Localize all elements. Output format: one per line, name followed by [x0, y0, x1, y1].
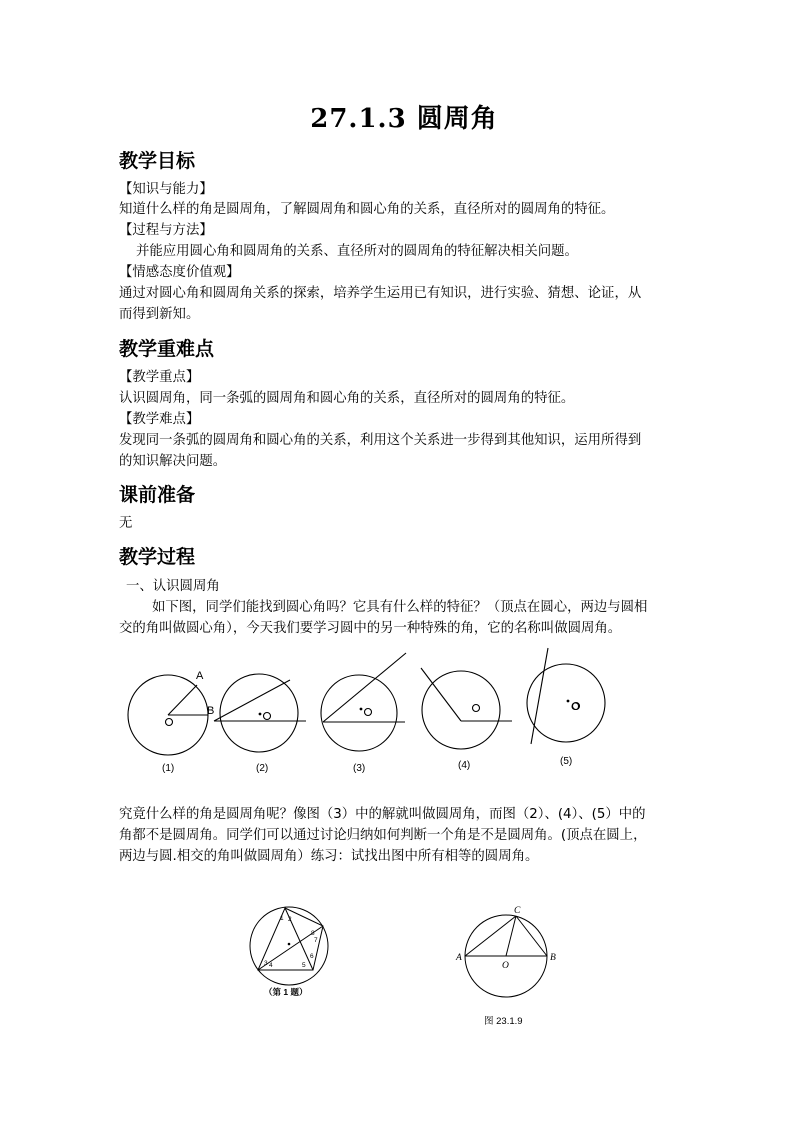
label-emotion: 【情感态度价值观】: [119, 265, 240, 280]
ex1-num-5: 5: [302, 962, 306, 969]
text-para1-line1: 如下图，同学们能找到圆心角吗？它具有什么样的特征？（顶点在圆心，两边与圆相: [152, 600, 648, 615]
ex2-radius-oc: [506, 916, 516, 956]
fig2-center-mark: [264, 713, 271, 720]
fig1-label-a: A: [196, 670, 204, 682]
caption-1: (1): [162, 763, 175, 774]
text-para2-line3: 两边与圆.相交的角叫做圆周角）练习：试找出图中所有相等的圆周角。: [119, 849, 539, 864]
caption-2: (2): [256, 763, 269, 774]
caption-4: (4): [458, 760, 471, 771]
fig3-center-dot: [360, 708, 363, 711]
heading-key-points: 教学重难点: [119, 338, 215, 360]
fig5-chord: [531, 648, 548, 744]
text-knowledge: 知道什么样的角是圆周角，了解圆周角和圆心角的关系，直径所对的圆周角的特征。: [119, 202, 615, 217]
text-para2-line2: 角都不是圆周角。同学们可以通过讨论归纳如何判断一个角是不是圆周角。(顶点在圆上，: [119, 828, 647, 843]
ex1-caption: （第 1 题）: [264, 987, 308, 997]
caption-5: (5): [560, 756, 573, 767]
ex1-num-4: 4: [269, 962, 273, 969]
fig1-radius-a: [168, 685, 197, 715]
text-difficulty-line1: 发现同一条弧的圆周角和圆心角的关系，利用这个关系进一步得到其他知识，运用所得到: [119, 433, 642, 448]
ex2-label-a: A: [456, 953, 462, 963]
heading-goals: 教学目标: [119, 150, 196, 172]
ex1-num-1: 1: [280, 915, 284, 922]
ex2-label-o: O: [502, 961, 509, 971]
label-knowledge: 【知识与能力】: [119, 182, 213, 197]
ex1-num-3: 3: [264, 960, 268, 967]
fig2-line1: [214, 680, 290, 721]
fig3-circle: [321, 675, 397, 751]
ex2-chord-ac: [465, 916, 516, 956]
fig1-label-b: B: [207, 705, 215, 717]
text-prep: 无: [119, 516, 133, 531]
text-para1-line2: 交的角叫做圆心角），今天我们要学习圆中的另一种特殊的角，它的名称叫做圆周角。: [119, 621, 622, 636]
label-focus: 【教学重点】: [119, 370, 200, 385]
fig2-circle: [220, 674, 298, 752]
ex2-label-c: C: [514, 906, 521, 916]
label-process: 【过程与方法】: [119, 223, 213, 238]
text-process: 并能应用圆心角和圆周角的关系、直径所对的圆周角的特征解决相关问题。: [136, 244, 578, 259]
ex1-num-2: 2: [288, 916, 292, 923]
fig4-center-dot: [567, 700, 570, 703]
text-focus: 认识圆周角，同一条弧的圆周角和圆心角的关系，直径所对的圆周角的特征。: [119, 391, 575, 406]
heading-process: 教学过程: [119, 546, 196, 568]
label-difficulty: 【教学难点】: [119, 412, 200, 427]
heading-prep: 课前准备: [119, 484, 196, 506]
fig3-center-mark: [365, 709, 372, 716]
text-para2-line1: 究竟什么样的角是圆周角呢？像图（3）中的解就叫做圆周角，而图（2）、(4）、(5）中的: [119, 807, 646, 822]
text-emotion-line2: 而得到新知。: [119, 307, 200, 322]
exercise-figures: [0, 895, 794, 1035]
figures-row: [0, 640, 794, 780]
text-difficulty-line2: 的知识解决问题。: [119, 454, 227, 469]
ex1-num-7: 7: [314, 937, 318, 944]
fig4-circle: [422, 671, 500, 749]
fig2-center-dot: [259, 713, 262, 716]
ex2-caption: 图 23.1.9: [484, 1016, 523, 1027]
ex1-num-6: 6: [310, 953, 314, 960]
text-step1: 一、认识圆周角: [126, 579, 220, 594]
ex2-label-b: B: [550, 953, 556, 963]
fig5-label-o: O: [571, 701, 580, 713]
page-title: 27.1.3 圆周角: [310, 104, 498, 134]
ex1-num-8: 8: [311, 930, 315, 937]
fig4-center-mark: [473, 705, 480, 712]
fig1-center-mark: [166, 719, 173, 726]
text-emotion-line1: 通过对圆心角和圆周角关系的探索，培养学生运用已有知识，进行实验、猜想、论证，从: [119, 286, 642, 301]
ex1-center-dot: [288, 943, 291, 946]
caption-3: (3): [353, 763, 366, 774]
